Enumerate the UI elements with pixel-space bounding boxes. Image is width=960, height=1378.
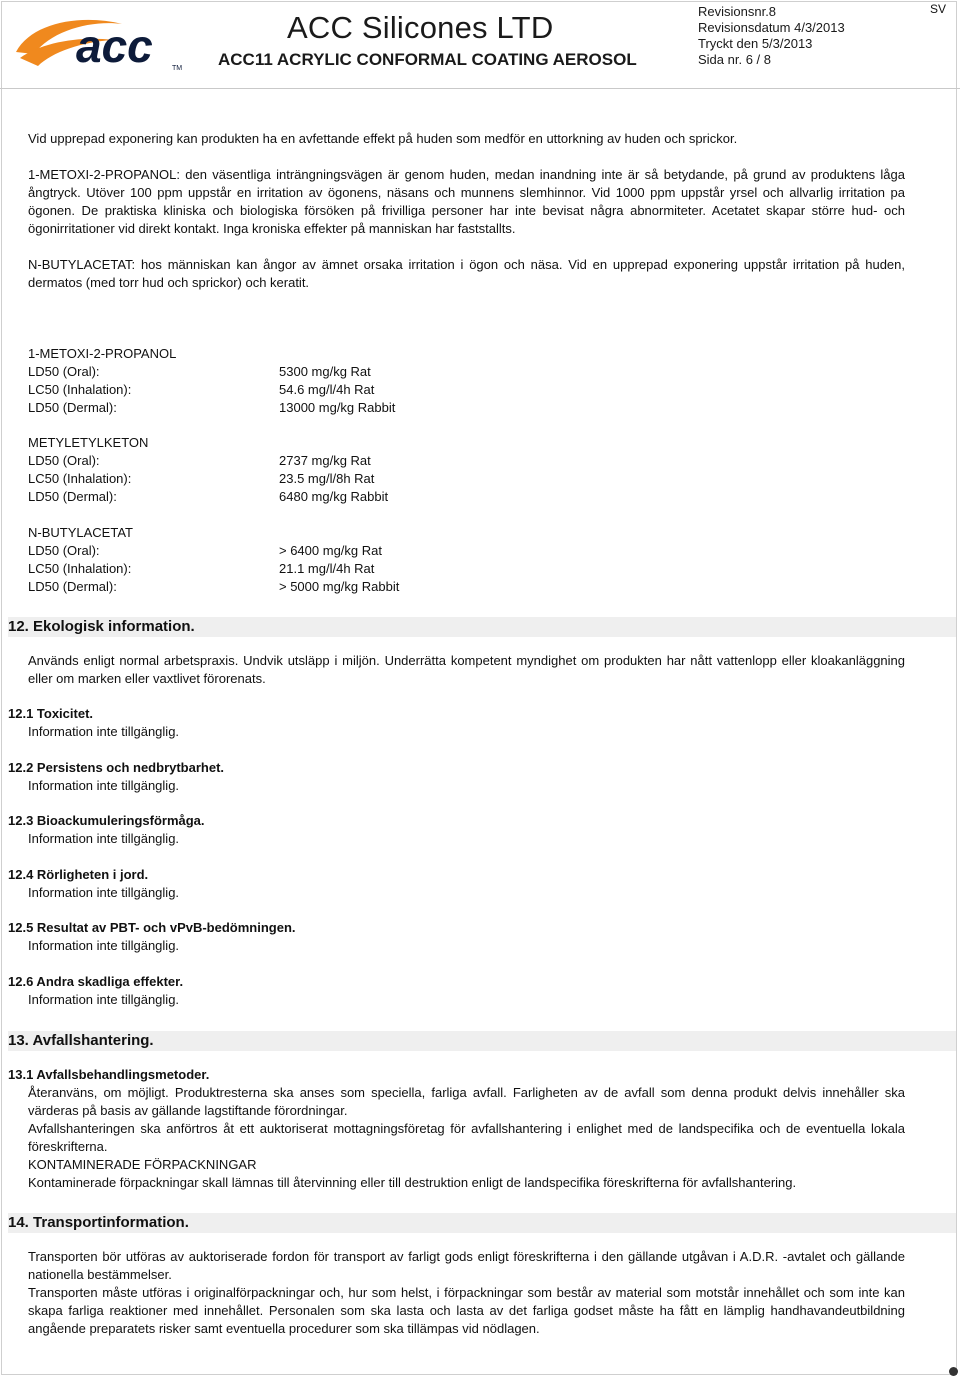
tox-label: LD50 (Dermal): [28, 579, 117, 594]
print-date: Tryckt den 5/3/2013 [698, 36, 813, 51]
logo-wordmark: acc [76, 20, 153, 72]
section-14-text-1: Transporten bör utföras av auktoriserade fordon för transport av farligt gods enligt föreskrifterna i den gällande utgåvan i A.D.R. -avtalet och gällande nationella bestämmelser. [28, 1249, 905, 1282]
subsection-text: Information inte tillgänglig. [28, 778, 180, 793]
product-name: ACC11 ACRYLIC CONFORMAL COATING AEROSOL [218, 50, 637, 69]
subsection-text: Information inte tillgänglig. [28, 831, 180, 846]
section-14-heading [8, 1213, 956, 1233]
subsection-title: 12.6 Andra skadliga effekter. [8, 974, 184, 989]
substance-name: 1-METOXI-2-PROPANOL [28, 346, 177, 361]
section-13-text-4: Kontaminerade förpackningar skall lämnas till återvinning eller till destruktion enligt de landspecifika föreskrifterna för avfallshantering. [28, 1175, 797, 1190]
company-name: ACC Silicones LTD [287, 10, 554, 45]
tox-value: > 5000 mg/kg Rabbit [279, 579, 400, 594]
subsection-text: Information inte tillgänglig. [28, 992, 180, 1007]
subsection-text: Information inte tillgänglig. [28, 938, 180, 953]
tox-value: 5300 mg/kg Rat [279, 364, 371, 379]
paragraph-metoxipropanol: 1-METOXI-2-PROPANOL: den väsentliga inträngningsvägen är genom huden, medan inandning inte är så betydande, på grund av produktens låga ångtryck. Utöver 100 ppm uppstår en irritation av ögonens, näsans och munnens slemhinnor. Vid 1000 ppm uppstår yrsel och allvarlig irritation pa ögonen. De praktiska kliniska och biologiska försöken på frivilliga personer har inte bevisat några abnormiteter. Acetatet skapar större hud- och ögonirritationer vid direkt kontakt. Inga kroniska effekter på manniskan har faststallts. [28, 167, 905, 236]
paragraph-skin-effect: Vid upprepad exponering kan produkten ha en avfettande effekt på huden som medför en uttorkning av huden och sprickor. [28, 131, 738, 146]
tox-value: > 6400 mg/kg Rat [279, 543, 382, 558]
revision-date: Revisionsdatum 4/3/2013 [698, 20, 845, 35]
subsection-title: 13.1 Avfallsbehandlingsmetoder. [8, 1067, 210, 1082]
tox-label: LC50 (Inhalation): [28, 382, 132, 397]
subsection-title: 12.1 Toxicitet. [8, 706, 94, 721]
tox-value: 54.6 mg/l/4h Rat [279, 382, 375, 397]
subsection-title: 12.2 Persistens och nedbrytbarhet. [8, 760, 225, 775]
page-number: Sida nr. 6 / 8 [698, 52, 771, 67]
document-header [0, 0, 960, 89]
tox-value: 23.5 mg/l/8h Rat [279, 471, 375, 486]
tox-value: 6480 mg/kg Rabbit [279, 489, 389, 504]
section-12-heading [8, 617, 956, 637]
subsection-title: 12.3 Bioackumuleringsförmåga. [8, 813, 205, 828]
logo-trademark: TM [172, 65, 183, 72]
section-12-intro: Används enligt normal arbetspraxis. Undvik utsläpp i miljön. Underrätta kompetent myndighet om produkten har nått vattenlopp eller kloakanläggning eller om marken eller vaxtlivet förorenats. [28, 653, 905, 686]
acc-logo [12, 12, 192, 72]
section-12-title: 12. Ekologisk information. [8, 618, 195, 635]
paragraph-butylacetat: N-BUTYLACETAT: hos människan kan ångor av ämnet orsaka irritation i ögon och näsa. Vid en upprepad exponering uppstår irritation på huden, dermatos (med torr hud och sprickor) och keratit. [28, 257, 905, 290]
revision-info [698, 4, 845, 68]
section-14-title: 14. Transportinformation. [8, 1214, 189, 1231]
section-13-text-3: KONTAMINERADE FÖRPACKNINGAR [28, 1157, 257, 1172]
section-13-text-1: Återanväns, om möjligt. Produktresterna ska anses som speciella, farliga avfall. Farligheten av de avfall som denna produkt delvis innehåller ska värderas på basis av gällande lagstiftande förordningar. [28, 1085, 905, 1118]
section-13-heading [8, 1031, 956, 1051]
footer-mark-icon [949, 1367, 958, 1376]
tox-label: LC50 (Inhalation): [28, 471, 132, 486]
tox-label: LD50 (Oral): [28, 543, 100, 558]
tox-value: 13000 mg/kg Rabbit [279, 400, 396, 415]
section-13-title: 13. Avfallshantering. [8, 1032, 154, 1049]
subsection-text: Information inte tillgänglig. [28, 724, 180, 739]
tox-label: LD50 (Oral): [28, 364, 100, 379]
tox-label: LD50 (Oral): [28, 453, 100, 468]
subsection-text: Information inte tillgänglig. [28, 885, 180, 900]
section-14-text-2: Transporten måste utföras i originalförpackningar och, hur som helst, i förpackningar som består av material som motstår innehållet och som inte kan skapa farliga reaktioner med innehållet. Personalen som ska lasta och lasta av det farliga godset måste ha fått en lämplig handhavandeutbildning angående preparatets risker samt eventuella procedurer som ska tillämpas vid nödlagen. [28, 1285, 905, 1336]
tox-label: LC50 (Inhalation): [28, 561, 132, 576]
subsection-title: 12.4 Rörligheten i jord. [8, 867, 149, 882]
substance-name: METYLETYLKETON [28, 435, 149, 450]
tox-value: 2737 mg/kg Rat [279, 453, 371, 468]
section-13-text-2: Avfallshanteringen ska anförtros åt ett auktoriserat mottagningsföretag för avfallshantering i enlighet med de landspecifika och de eventuella lokala föreskrifterna. [28, 1121, 905, 1154]
tox-label: LD50 (Dermal): [28, 400, 117, 415]
substance-name: N-BUTYLACETAT [28, 525, 133, 540]
subsection-title: 12.5 Resultat av PBT- och vPvB-bedömningen. [8, 920, 296, 935]
tox-value: 21.1 mg/l/4h Rat [279, 561, 375, 576]
language-code: SV [929, 2, 946, 16]
revision-number: Revisionsnr.8 [698, 4, 777, 19]
tox-label: LD50 (Dermal): [28, 489, 117, 504]
